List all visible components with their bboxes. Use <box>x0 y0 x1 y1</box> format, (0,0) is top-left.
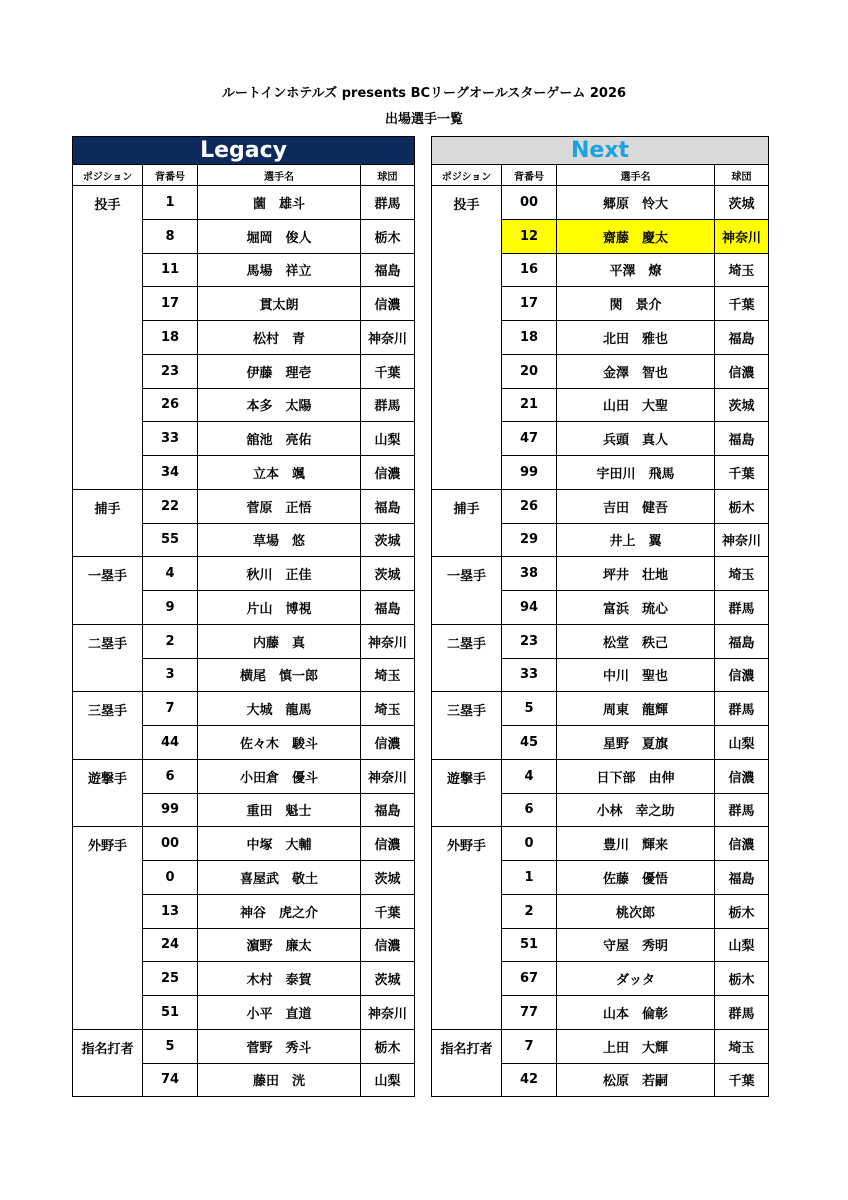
player-name-cell: 貫太朗 <box>198 287 361 321</box>
player-name-cell: 中塚 大輔 <box>198 827 361 861</box>
player-number-cell: 74 <box>143 1063 198 1097</box>
player-team-cell: 山梨 <box>715 726 769 760</box>
player-team-cell: 信濃 <box>361 456 415 490</box>
player-team-cell: 信濃 <box>361 287 415 321</box>
player-number-cell: 13 <box>143 894 198 928</box>
player-team-cell: 千葉 <box>715 287 769 321</box>
player-name-cell: 佐々木 駿斗 <box>198 726 361 760</box>
player-team-cell: 栃木 <box>361 1029 415 1063</box>
player-team-cell: 山梨 <box>715 928 769 962</box>
player-team-cell: 埼玉 <box>715 1029 769 1063</box>
player-team-cell: 栃木 <box>361 219 415 253</box>
player-name-cell: 片山 博視 <box>198 591 361 625</box>
next-team-header: Next <box>432 137 769 165</box>
player-team-cell: 神奈川 <box>361 996 415 1030</box>
player-row <box>73 557 415 591</box>
position-cell: 一塁手 <box>73 557 143 625</box>
player-team-cell: 福島 <box>715 861 769 895</box>
player-number-cell: 23 <box>143 354 198 388</box>
position-cell: 一塁手 <box>432 557 502 625</box>
player-row <box>432 827 769 861</box>
player-name-cell: 本多 太陽 <box>198 388 361 422</box>
player-team-cell: 信濃 <box>361 928 415 962</box>
document-title: ルートインホテルズ presents BCリーグオールスターゲーム 2026 <box>221 86 627 101</box>
player-team-cell: 神奈川 <box>715 219 769 253</box>
player-name-cell: 齋藤 慶太 <box>557 219 715 253</box>
player-number-cell: 38 <box>502 557 557 591</box>
player-team-cell: 茨城 <box>361 523 415 557</box>
player-name-cell: 郷原 怜大 <box>557 186 715 220</box>
player-team-cell: 福島 <box>361 793 415 827</box>
player-number-cell: 00 <box>143 827 198 861</box>
player-name-cell: 小林 幸之助 <box>557 793 715 827</box>
player-number-cell: 18 <box>143 321 198 355</box>
player-number-cell: 42 <box>502 1063 557 1097</box>
player-number-cell: 33 <box>143 422 198 456</box>
player-number-cell: 9 <box>143 591 198 625</box>
player-name-cell: 日下部 由伸 <box>557 759 715 793</box>
player-team-cell: 福島 <box>715 624 769 658</box>
position-cell: 指名打者 <box>73 1029 143 1097</box>
player-name-cell: 菅原 正悟 <box>198 489 361 523</box>
position-cell: 投手 <box>432 186 502 490</box>
player-name-cell: 富浜 琉心 <box>557 591 715 625</box>
player-number-cell: 24 <box>143 928 198 962</box>
player-name-cell: 山本 倫彰 <box>557 996 715 1030</box>
position-cell: 指名打者 <box>432 1029 502 1097</box>
player-name-cell: 井上 翼 <box>557 523 715 557</box>
player-team-cell: 埼玉 <box>361 658 415 692</box>
player-name-cell: 堀岡 俊人 <box>198 219 361 253</box>
player-number-cell: 8 <box>143 219 198 253</box>
player-number-cell: 44 <box>143 726 198 760</box>
player-name-cell: 上田 大輝 <box>557 1029 715 1063</box>
player-name-cell: 佐藤 優悟 <box>557 861 715 895</box>
column-header-position: ポジション <box>432 165 502 186</box>
column-header-name: 選手名 <box>198 165 361 186</box>
player-team-cell: 福島 <box>715 321 769 355</box>
player-number-cell: 26 <box>143 388 198 422</box>
player-team-cell: 福島 <box>715 422 769 456</box>
player-number-cell: 7 <box>502 1029 557 1063</box>
player-number-cell: 99 <box>143 793 198 827</box>
player-name-cell: 北田 雅也 <box>557 321 715 355</box>
player-name-cell: 藤田 洸 <box>198 1063 361 1097</box>
position-cell: 遊撃手 <box>432 759 502 827</box>
player-row <box>432 186 769 220</box>
player-team-cell: 信濃 <box>361 726 415 760</box>
position-cell: 遊撃手 <box>73 759 143 827</box>
player-name-cell: 金澤 智也 <box>557 354 715 388</box>
player-team-cell: 茨城 <box>361 861 415 895</box>
player-name-cell: 舘池 亮佑 <box>198 422 361 456</box>
player-name-cell: 馬場 祥立 <box>198 253 361 287</box>
player-number-cell: 5 <box>502 692 557 726</box>
player-team-cell: 山梨 <box>361 422 415 456</box>
player-name-cell: 木村 泰賀 <box>198 962 361 996</box>
player-row <box>73 489 415 523</box>
player-number-cell: 4 <box>502 759 557 793</box>
player-number-cell: 5 <box>143 1029 198 1063</box>
player-name-cell: 桃次郎 <box>557 894 715 928</box>
player-team-cell: 神奈川 <box>361 624 415 658</box>
player-row <box>73 692 415 726</box>
player-name-cell: 重田 魁士 <box>198 793 361 827</box>
player-name-cell: 周東 龍輝 <box>557 692 715 726</box>
player-number-cell: 6 <box>502 793 557 827</box>
player-team-cell: 栃木 <box>715 894 769 928</box>
player-team-cell: 福島 <box>361 489 415 523</box>
player-number-cell: 51 <box>143 996 198 1030</box>
player-number-cell: 29 <box>502 523 557 557</box>
player-name-cell: 宇田川 飛馬 <box>557 456 715 490</box>
player-team-cell: 埼玉 <box>715 557 769 591</box>
player-row <box>73 759 415 793</box>
player-row <box>432 692 769 726</box>
player-name-cell: ダッタ <box>557 962 715 996</box>
player-team-cell: 信濃 <box>715 658 769 692</box>
player-name-cell: 秋川 正佳 <box>198 557 361 591</box>
position-cell: 三塁手 <box>432 692 502 760</box>
player-team-cell: 千葉 <box>361 894 415 928</box>
player-name-cell: 草場 悠 <box>198 523 361 557</box>
next-roster-body <box>432 186 769 1097</box>
player-number-cell: 25 <box>143 962 198 996</box>
player-team-cell: 福島 <box>361 253 415 287</box>
player-team-cell: 群馬 <box>715 692 769 726</box>
player-number-cell: 51 <box>502 928 557 962</box>
player-number-cell: 55 <box>143 523 198 557</box>
position-cell: 捕手 <box>73 489 143 557</box>
player-name-cell: 伊藤 理壱 <box>198 354 361 388</box>
player-number-cell: 22 <box>143 489 198 523</box>
player-name-cell: 内藤 真 <box>198 624 361 658</box>
player-team-cell: 神奈川 <box>361 321 415 355</box>
player-name-cell: 松原 若嗣 <box>557 1063 715 1097</box>
position-cell: 捕手 <box>432 489 502 557</box>
player-team-cell: 埼玉 <box>715 253 769 287</box>
player-team-cell: 山梨 <box>361 1063 415 1097</box>
player-number-cell: 26 <box>502 489 557 523</box>
player-team-cell: 茨城 <box>361 962 415 996</box>
player-team-cell: 千葉 <box>361 354 415 388</box>
player-row <box>432 557 769 591</box>
position-cell: 二塁手 <box>73 624 143 692</box>
next-roster-table <box>431 136 769 1097</box>
player-number-cell: 67 <box>502 962 557 996</box>
column-header-number: 背番号 <box>502 165 557 186</box>
player-name-cell: 平澤 燎 <box>557 253 715 287</box>
player-row <box>73 1029 415 1063</box>
column-header-name: 選手名 <box>557 165 715 186</box>
player-name-cell: 菅野 秀斗 <box>198 1029 361 1063</box>
player-name-cell: 大城 龍馬 <box>198 692 361 726</box>
player-name-cell: 関 景介 <box>557 287 715 321</box>
player-row <box>73 186 415 220</box>
player-name-cell: 松村 青 <box>198 321 361 355</box>
player-name-cell: 豊川 輝来 <box>557 827 715 861</box>
player-name-cell: 神谷 虎之介 <box>198 894 361 928</box>
player-name-cell: 守屋 秀明 <box>557 928 715 962</box>
player-row <box>432 1029 769 1063</box>
player-name-cell: 立本 颯 <box>198 456 361 490</box>
player-number-cell: 6 <box>143 759 198 793</box>
player-number-cell: 33 <box>502 658 557 692</box>
player-team-cell: 信濃 <box>715 759 769 793</box>
legacy-roster-body <box>73 186 415 1097</box>
player-number-cell: 17 <box>143 287 198 321</box>
player-row <box>432 489 769 523</box>
player-number-cell: 99 <box>502 456 557 490</box>
player-team-cell: 群馬 <box>715 996 769 1030</box>
player-name-cell: 吉田 健吾 <box>557 489 715 523</box>
player-number-cell: 00 <box>502 186 557 220</box>
player-number-cell: 2 <box>502 894 557 928</box>
player-number-cell: 18 <box>502 321 557 355</box>
player-name-cell: 薗 雄斗 <box>198 186 361 220</box>
player-number-cell: 17 <box>502 287 557 321</box>
player-team-cell: 神奈川 <box>361 759 415 793</box>
column-header-number: 背番号 <box>143 165 198 186</box>
player-team-cell: 信濃 <box>715 827 769 861</box>
position-cell: 投手 <box>73 186 143 490</box>
player-number-cell: 34 <box>143 456 198 490</box>
position-cell: 二塁手 <box>432 624 502 692</box>
player-number-cell: 2 <box>143 624 198 658</box>
player-name-cell: 濵野 廉太 <box>198 928 361 962</box>
player-team-cell: 栃木 <box>715 489 769 523</box>
player-team-cell: 信濃 <box>715 354 769 388</box>
player-team-cell: 福島 <box>361 591 415 625</box>
player-name-cell: 坪井 壮地 <box>557 557 715 591</box>
column-header-team: 球団 <box>361 165 415 186</box>
player-team-cell: 群馬 <box>361 186 415 220</box>
position-cell: 三塁手 <box>73 692 143 760</box>
player-number-cell: 11 <box>143 253 198 287</box>
player-team-cell: 千葉 <box>715 456 769 490</box>
player-team-cell: 茨城 <box>361 557 415 591</box>
player-number-cell: 4 <box>143 557 198 591</box>
player-number-cell: 0 <box>502 827 557 861</box>
player-number-cell: 1 <box>502 861 557 895</box>
player-number-cell: 21 <box>502 388 557 422</box>
player-name-cell: 喜屋武 敬土 <box>198 861 361 895</box>
document-subtitle: 出場選手一覧 <box>384 112 463 127</box>
player-team-cell: 茨城 <box>715 388 769 422</box>
player-team-cell: 信濃 <box>361 827 415 861</box>
player-name-cell: 兵頭 真人 <box>557 422 715 456</box>
player-number-cell: 7 <box>143 692 198 726</box>
player-row <box>432 624 769 658</box>
player-row <box>432 759 769 793</box>
legacy-roster-table <box>72 136 415 1097</box>
player-name-cell: 星野 夏旗 <box>557 726 715 760</box>
position-cell: 外野手 <box>73 827 143 1030</box>
legacy-team-header: Legacy <box>73 137 415 165</box>
player-team-cell: 群馬 <box>361 388 415 422</box>
player-team-cell: 茨城 <box>715 186 769 220</box>
player-number-cell: 16 <box>502 253 557 287</box>
player-team-cell: 神奈川 <box>715 523 769 557</box>
position-cell: 外野手 <box>432 827 502 1030</box>
player-number-cell: 0 <box>143 861 198 895</box>
player-number-cell: 94 <box>502 591 557 625</box>
player-name-cell: 山田 大聖 <box>557 388 715 422</box>
player-name-cell: 横尾 慎一郎 <box>198 658 361 692</box>
player-team-cell: 千葉 <box>715 1063 769 1097</box>
column-header-position: ポジション <box>73 165 143 186</box>
player-team-cell: 埼玉 <box>361 692 415 726</box>
player-number-cell: 12 <box>502 219 557 253</box>
player-number-cell: 3 <box>143 658 198 692</box>
player-name-cell: 小平 直道 <box>198 996 361 1030</box>
player-number-cell: 23 <box>502 624 557 658</box>
player-number-cell: 77 <box>502 996 557 1030</box>
player-team-cell: 群馬 <box>715 793 769 827</box>
player-number-cell: 47 <box>502 422 557 456</box>
player-team-cell: 栃木 <box>715 962 769 996</box>
player-team-cell: 群馬 <box>715 591 769 625</box>
player-number-cell: 1 <box>143 186 198 220</box>
player-row <box>73 624 415 658</box>
player-name-cell: 中川 聖也 <box>557 658 715 692</box>
player-name-cell: 小田倉 優斗 <box>198 759 361 793</box>
player-number-cell: 20 <box>502 354 557 388</box>
player-row <box>73 827 415 861</box>
player-number-cell: 45 <box>502 726 557 760</box>
player-name-cell: 松堂 秩己 <box>557 624 715 658</box>
column-header-team: 球団 <box>715 165 769 186</box>
